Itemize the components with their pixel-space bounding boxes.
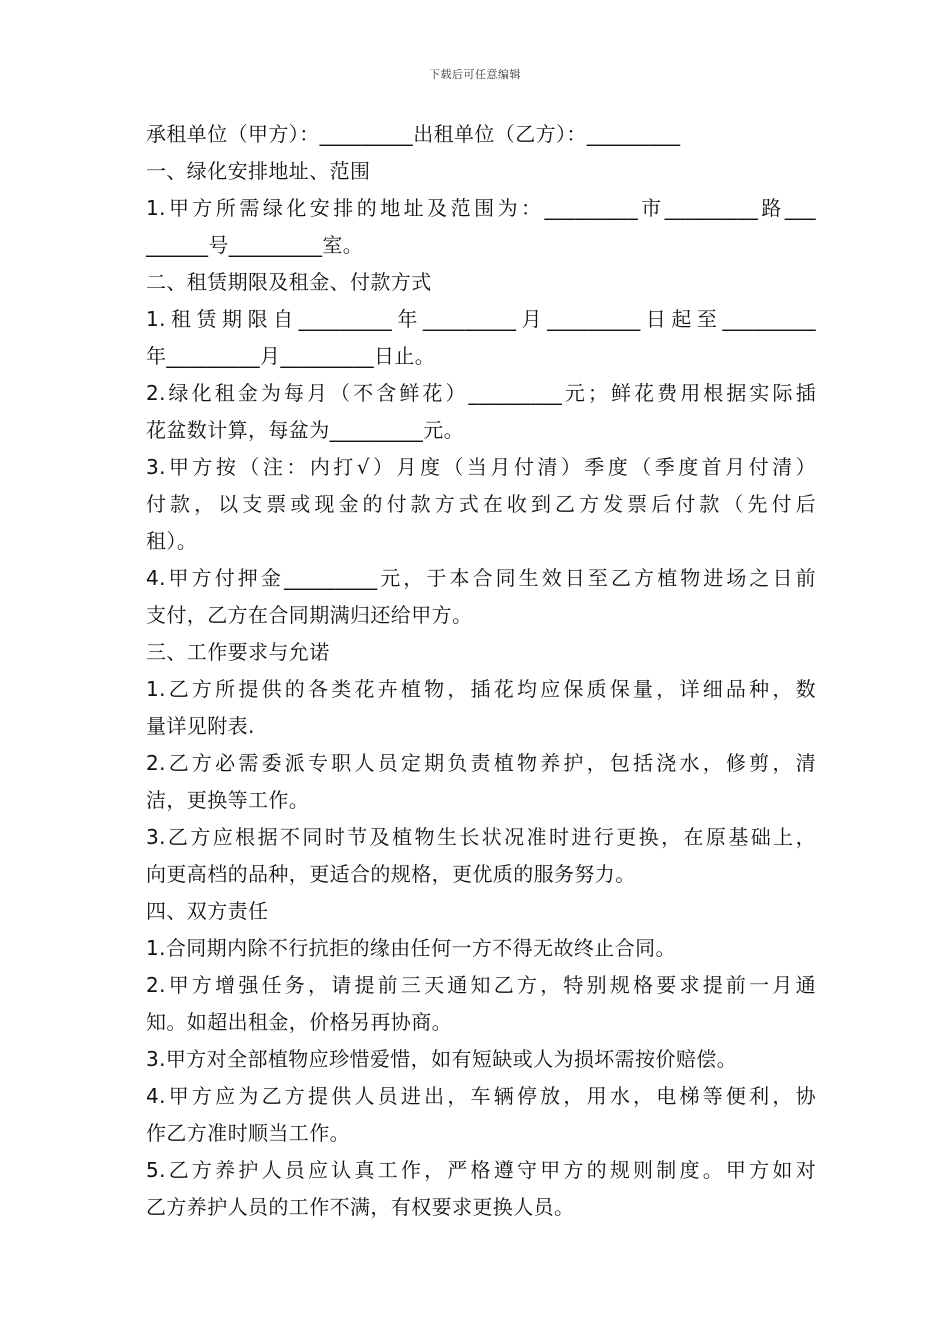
- section-heading-4: 四、双方责任: [146, 899, 269, 923]
- clause-line: 2.绿化租金为每月（不含鲜花）_________元；鲜花费用根据实际插: [146, 381, 816, 405]
- header-note: 下载后可任意编辑: [429, 68, 521, 81]
- clause-line: 4.甲方应为乙方提供人员进出，车辆停放，用水，电梯等便利，协: [146, 1084, 816, 1108]
- contract-body: [146, 116, 816, 1226]
- clause-line: 3.甲方对全部植物应珍惜爱惜，如有短缺或人为损坏需按价赔偿。: [146, 1047, 738, 1071]
- clause-line: 向更高档的品种，更适合的规格，更优质的服务努力。: [146, 862, 636, 886]
- clause-line: 乙方养护人员的工作不满，有权要求更换人员。: [146, 1195, 575, 1219]
- clause-line: 1.合同期内除不行抗拒的缘由任何一方不得无故终止合同。: [146, 936, 676, 960]
- clause-line: 2.甲方增强任务，请提前三天通知乙方，特别规格要求提前一月通: [146, 973, 816, 997]
- party-line: 承租单位（甲方）：_________出租单位（乙方）：_________: [146, 122, 681, 146]
- clause-line: 年_________月_________日止。: [146, 344, 436, 368]
- clause-line: 租）。: [146, 529, 198, 553]
- clause-line: ______号_________室。: [146, 233, 364, 257]
- clause-line: 花盆数计算，每盆为_________元。: [146, 418, 464, 442]
- section-heading-3: 三、工作要求与允诺: [146, 640, 330, 664]
- clause-line: 作乙方准时顺当工作。: [146, 1121, 350, 1145]
- clause-line: 2.乙方必需委派专职人员定期负责植物养护，包括浇水，修剪，清: [146, 751, 816, 775]
- section-heading-1: 一、绿化安排地址、范围: [146, 159, 371, 183]
- clause-line: 1.乙方所提供的各类花卉植物，插花均应保质保量，详细品种，数: [146, 677, 816, 701]
- section-heading-2: 二、租赁期限及租金、付款方式: [146, 270, 432, 294]
- clause-line: 付款，以支票或现金的付款方式在收到乙方发票后付款（先付后: [146, 492, 816, 516]
- clause-line: 5.乙方养护人员应认真工作，严格遵守甲方的规则制度。甲方如对: [146, 1158, 816, 1182]
- clause-line: 支付，乙方在合同期满归还给甲方。: [146, 603, 473, 627]
- clause-line: 量详见附表.: [146, 714, 255, 738]
- clause-line: 1.租赁期限自_________年_________月_________日起至_________: [146, 307, 816, 331]
- clause-line: 3.乙方应根据不同时节及植物生长状况准时进行更换，在原基础上，: [146, 825, 816, 849]
- clause-line: 4.甲方付押金_________元，于本合同生效日至乙方植物进场之日前: [146, 566, 816, 590]
- clause-line: 知。如超出租金，价格另再协商。: [146, 1010, 452, 1034]
- clause-line: 洁，更换等工作。: [146, 788, 310, 812]
- clause-line: 1.甲方所需绿化安排的地址及范围为：_________市_________路___: [146, 196, 816, 220]
- clause-line: 3.甲方按（注：内打√）月度（当月付清）季度（季度首月付清）: [146, 455, 816, 479]
